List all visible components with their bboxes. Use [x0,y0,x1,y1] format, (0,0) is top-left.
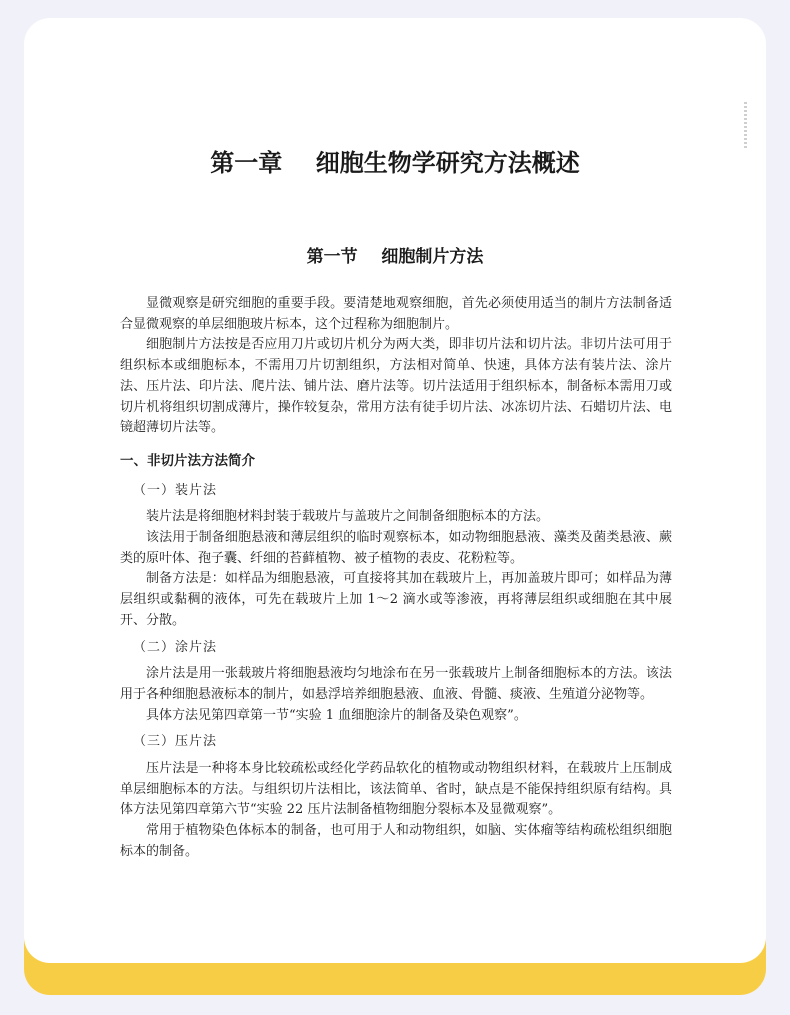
chapter-title: 第一章 细胞生物学研究方法概述 [210,149,580,177]
heading-smear-method: （二）涂片法 [133,639,218,655]
paragraph-smear-definition: 涂片法是用一张载玻片将细胞悬液均匀地涂布在另一张载玻片上制备细胞标本的方法。该法用于各种细胞悬液标本的制片，如悬浮培养细胞悬液、血液、骨髓、痰液、生殖道分泌物等。 [120,666,672,702]
paragraph-smear-reference: 具体方法见第四章第一节“实验 1 血细胞涂片的制备及染色观察”。 [146,707,527,723]
paragraph-methods-overview: 细胞制片方法按是否应用刀片或切片机分为两大类，即非切片法和切片法。非切片法可用于组织标本或细胞标本，不需用刀片切割组织，方法相对简单、快速，具体方法有装片法、涂片法、压片法、印片法、爬片法、铺片法、磨片法等。切片法适用于组织标本，制备标本需用刀或切片机将组织切割成薄片，操作较复杂，常用方法有徒手切片法、冰冻切片法、石蜡切片法、电镜超薄切片法等。 [120,337,672,436]
section-title: 第一节 细胞制片方法 [306,247,484,267]
heading-squash-method: （三）压片法 [133,734,218,750]
paragraph-intro: 显微观察是研究细胞的重要手段。要清楚地观察细胞，首先必须使用适当的制片方法制备适合显微观察的单层细胞玻片标本，这个过程称为细胞制片。 [120,296,672,332]
heading-non-section-methods: 一、非切片法方法简介 [120,452,255,469]
paragraph-mounting-definition: 装片法是将细胞材料封装于载玻片与盖玻片之间制备细胞标本的方法。 [146,509,550,525]
book-page [24,18,766,963]
paragraph-squash-definition: 压片法是一种将本身比较疏松或经化学药品软化的植物或动物组织材料，在载玻片上压制成单层细胞标本的方法。与组织切片法相比，该法简单、省时，缺点是不能保持组织原有结构。具体方法见第四章第六节“实验 22 压片法制备植物细胞分裂标本及显微观察”。 [120,761,672,818]
paragraph-squash-use: 常用于植物染色体标本的制备，也可用于人和动物组织，如脑、实体瘤等结构疏松组织细胞标本的制备。 [120,823,672,859]
page-edge-mark [744,102,747,148]
paragraph-mounting-procedure: 制备方法是：如样品为细胞悬液，可直接将其加在载玻片上，再加盖玻片即可；如样品为薄层组织或黏稠的液体，可先在载玻片上加 1～2 滴水或等渗液，再将薄层组织或细胞在其中展开、分散。 [120,571,672,628]
heading-mounting-method: （一）装片法 [133,482,218,498]
paragraph-mounting-use: 该法用于制备细胞悬液和薄层组织的临时观察标本，如动物细胞悬液、藻类及菌类悬液、蕨类的原叶体、孢子囊、纤细的苔藓植物、被子植物的表皮、花粉粒等。 [120,530,672,566]
body-text [120,294,672,863]
